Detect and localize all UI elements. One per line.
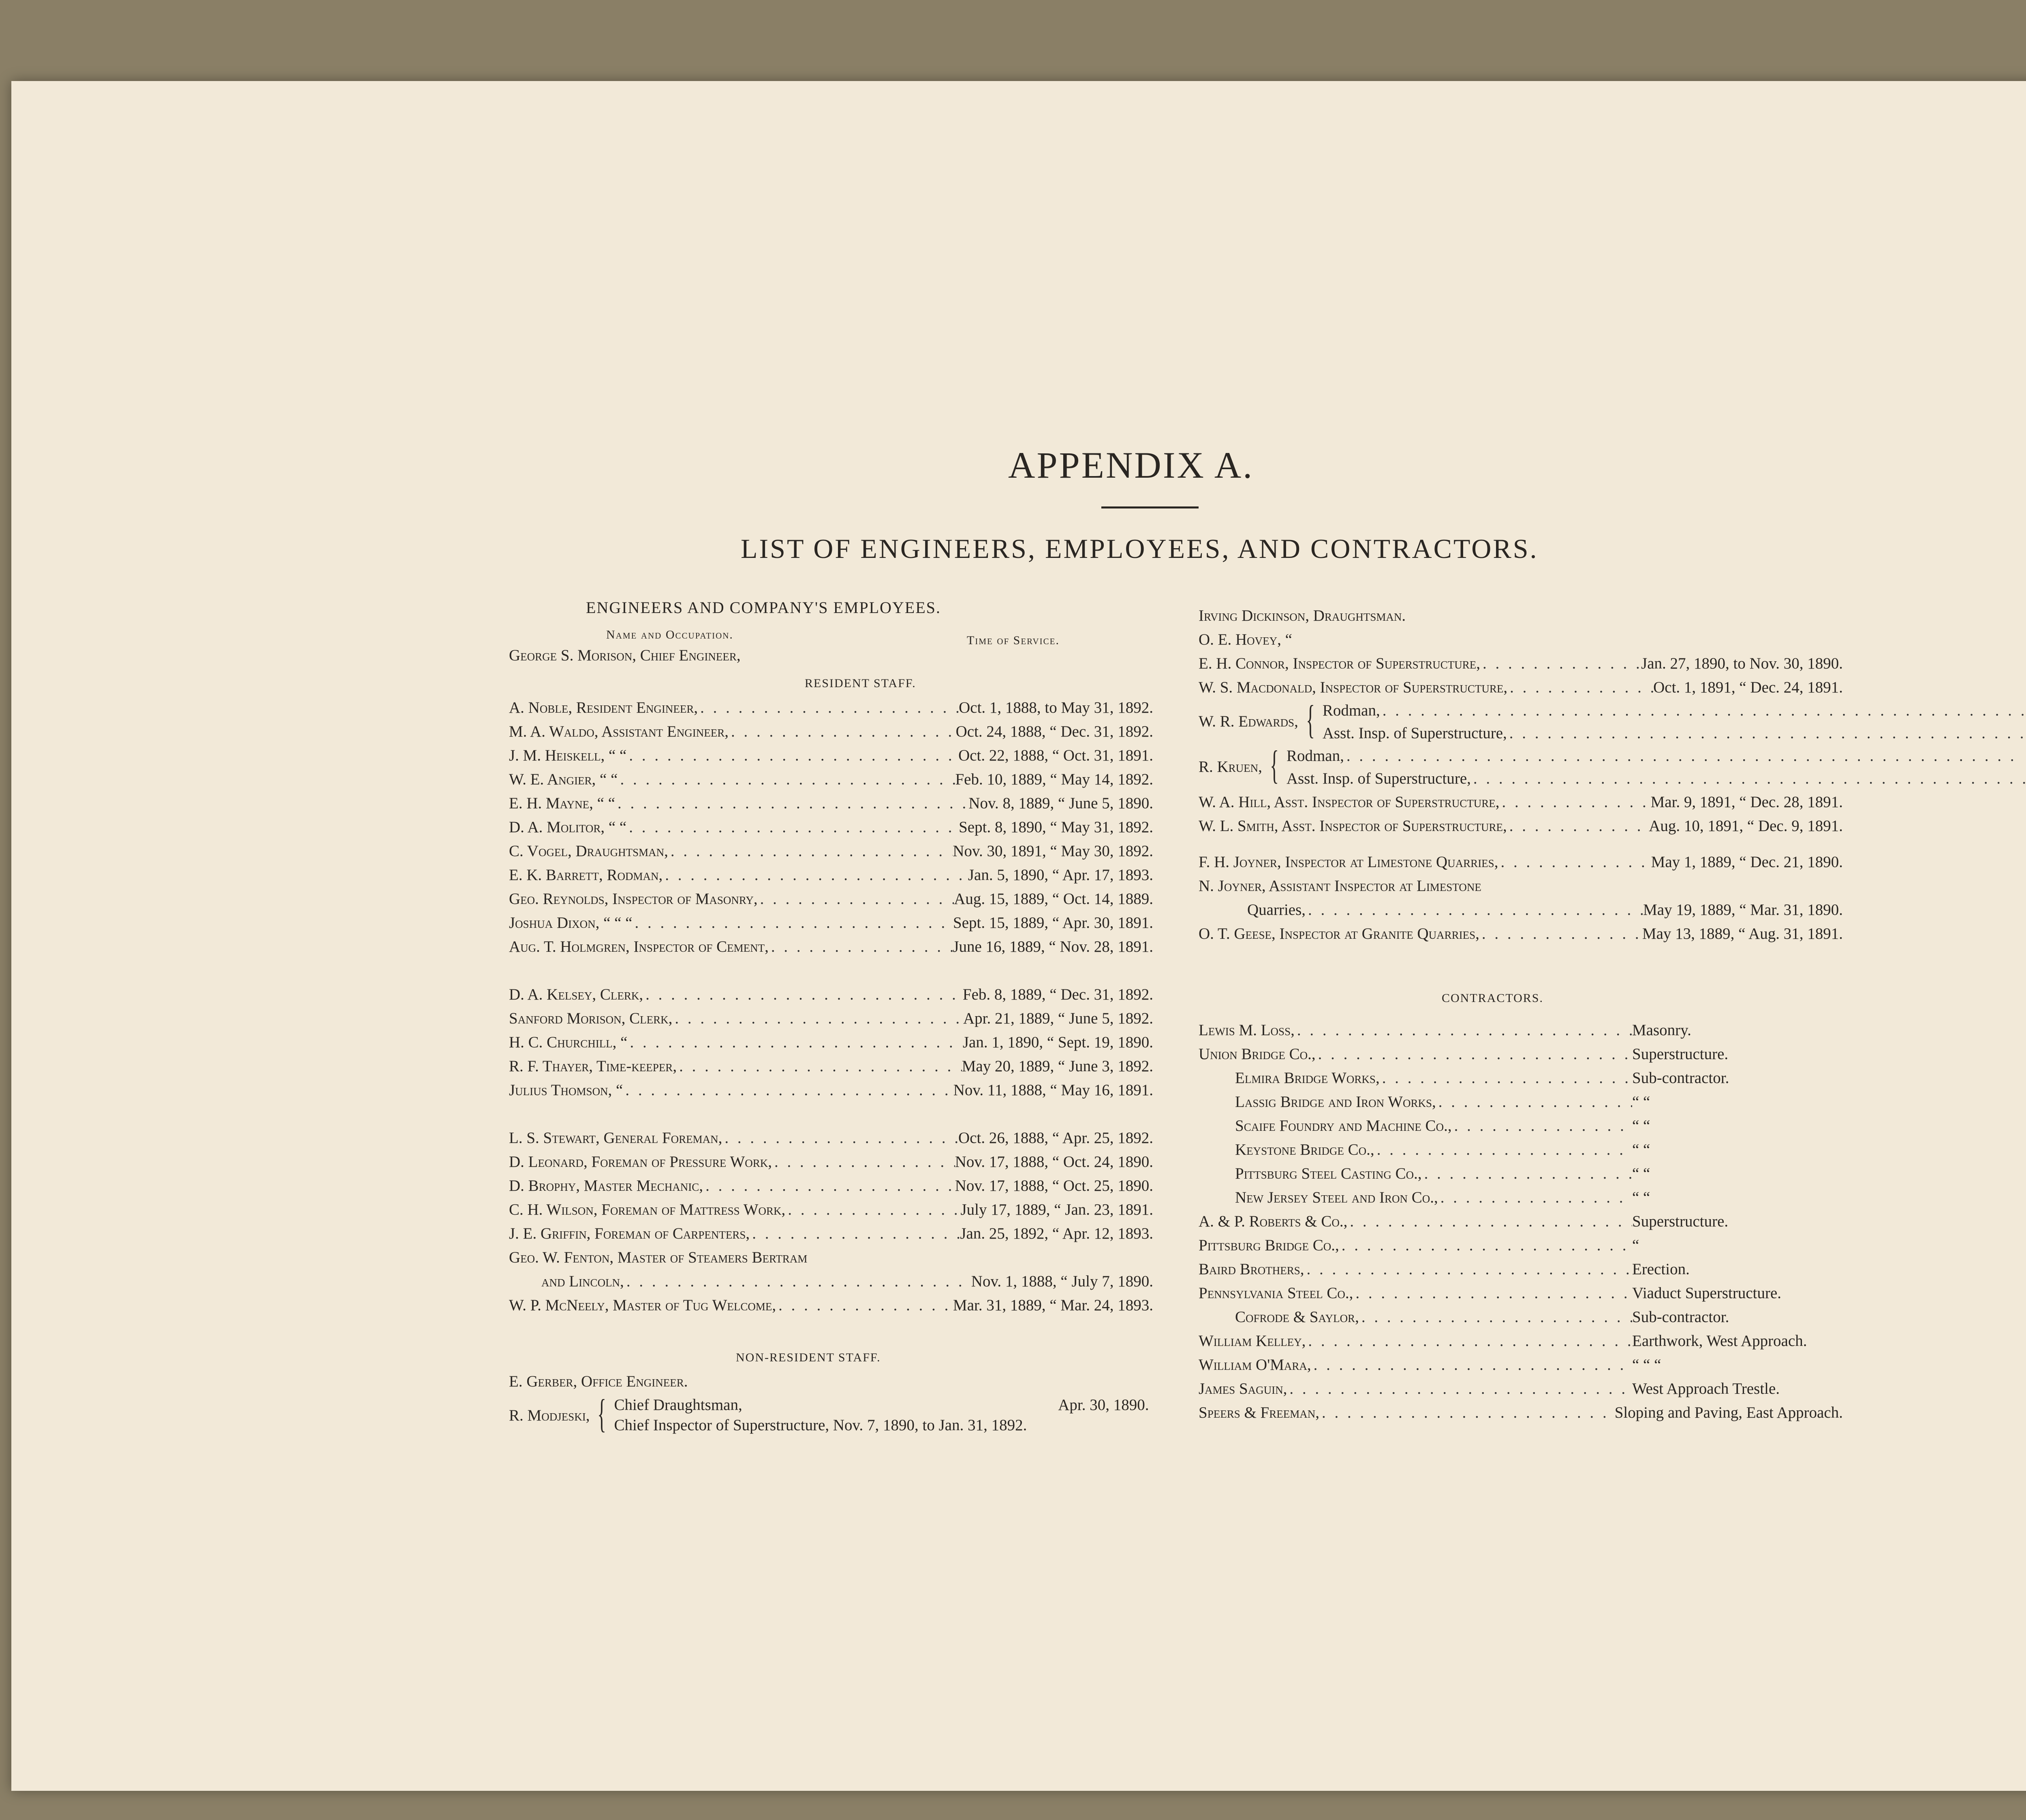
staff-value: July 17, 1889, “ Jan. 23, 1891. <box>960 1201 1153 1218</box>
contractor-name: Keystone Bridge Co., <box>1235 1141 1374 1158</box>
inspector-value: Aug. 10, 1891, “ Dec. 9, 1891. <box>1649 817 1843 835</box>
document-page <box>11 81 2026 1791</box>
staff-name: J. E. Griffin, Foreman of Carpenters, <box>509 1225 750 1242</box>
contractor-row <box>1199 1257 1843 1281</box>
staff-row <box>509 983 1153 1006</box>
contractor-value: “ “ <box>1632 1165 1650 1182</box>
staff-name: Julius Thomson, “ <box>509 1081 623 1099</box>
staff-name: Aug. T. Holmgren, Inspector of Cement, <box>509 938 769 955</box>
staff-name: Sanford Morison, Clerk, <box>509 1010 673 1027</box>
joyner-n-time: May 19, 1889, “ Mar. 31, 1890. <box>1643 901 1843 919</box>
staff-name: H. C. Churchill, “ <box>509 1034 628 1051</box>
contractor-name: Lewis M. Loss, <box>1199 1021 1295 1039</box>
staff-row <box>509 815 1153 839</box>
staff-row <box>509 839 1153 863</box>
contractor-row <box>1199 1018 1843 1042</box>
contractor-row <box>1199 1329 1843 1353</box>
staff-row <box>509 1030 1153 1054</box>
inspectors-group-2 <box>1199 790 1843 838</box>
contractor-name: Pittsburg Steel Casting Co., <box>1235 1165 1422 1182</box>
kruen-role-2: Asst. Insp. of Superstructure, <box>1286 770 1471 787</box>
staff-row <box>509 1198 1153 1222</box>
contractor-name: William O'Mara, <box>1199 1356 1311 1374</box>
modjeski-entry <box>509 1393 1153 1438</box>
contractor-value: Masonry. <box>1632 1021 1691 1039</box>
contractor-name: Union Bridge Co., <box>1199 1045 1316 1063</box>
contractor-row <box>1199 1353 1843 1377</box>
staff-name: R. F. Thayer, Time-keeper, <box>509 1057 677 1075</box>
contractor-name: Baird Brothers, <box>1199 1260 1304 1278</box>
fenton-row-2 <box>509 1269 1153 1293</box>
inspector-row <box>1199 814 1843 838</box>
resident-staff-group-1 <box>509 696 1153 959</box>
contractor-name: Cofrode & Saylor, <box>1235 1308 1359 1326</box>
contractor-value: Sloping and Paving, East Approach. <box>1614 1404 1843 1421</box>
staff-value: Nov. 17, 1888, “ Oct. 24, 1890. <box>955 1153 1153 1171</box>
staff-row <box>509 1174 1153 1198</box>
mcneely-row <box>509 1293 1153 1317</box>
contractor-value: “ “ <box>1632 1117 1650 1134</box>
contractor-value: Sub-contractor. <box>1632 1069 1729 1087</box>
contractors-list <box>1199 1018 1843 1425</box>
staff-name: D. Leonard, Foreman of Pressure Work, <box>509 1153 772 1171</box>
contractor-name: Lassig Bridge and Iron Works, <box>1235 1093 1436 1111</box>
fenton-name: Geo. W. Fenton, Master of Steamers Bertram <box>509 1249 808 1266</box>
contractor-value: Viaduct Superstructure. <box>1632 1284 1782 1302</box>
contractor-row <box>1199 1233 1843 1257</box>
kruen-entry: R. Kruen, { Rodman, . . . Asst. Insp. of Superstructure, . . . <box>1199 745 1843 790</box>
staff-row <box>509 767 1153 791</box>
staff-row <box>509 720 1153 743</box>
geese-name: O. T. Geese, Inspector at Granite Quarries, <box>1199 925 1479 942</box>
contractor-name: William Kelley, <box>1199 1332 1306 1350</box>
joyner-n-row-1 <box>1199 874 1843 898</box>
staff-name: C. Vogel, Draughtsman, <box>509 842 668 860</box>
section-heading-employees: ENGINEERS AND COMPANY'S EMPLOYEES. <box>586 598 941 617</box>
inspector-name: W. L. Smith, Asst. Inspector of Superstructure, <box>1199 817 1507 835</box>
gerber-entry: E. Gerber, Office Engineer. <box>509 1373 688 1390</box>
fenton-row-1 <box>509 1245 1153 1269</box>
staff-value: Sept. 8, 1890, “ May 31, 1892. <box>959 818 1153 836</box>
inspector-row <box>1199 675 1843 699</box>
contractor-row <box>1199 1138 1843 1162</box>
staff-value: Oct. 24, 1888, “ Dec. 31, 1892. <box>955 723 1153 740</box>
staff-name: D. A. Molitor, “ “ <box>509 818 627 836</box>
col-header-time: Time of Service. <box>967 634 1060 647</box>
staff-row <box>509 1150 1153 1174</box>
contractor-row <box>1199 1209 1843 1233</box>
modjeski-role-2: Chief Inspector of Superstructure, Nov. 7, 1890, to Jan. 31, 1892. <box>614 1416 1027 1434</box>
brace-glyph: { <box>597 1391 607 1436</box>
edwards-role-1: Rodman, <box>1322 702 1380 719</box>
staff-value: Feb. 10, 1889, “ May 14, 1892. <box>955 771 1153 788</box>
contractor-row <box>1199 1186 1843 1209</box>
nonresident-staff-heading: NON-RESIDENT STAFF. <box>736 1351 881 1364</box>
inspectors-group-1 <box>1199 652 1843 699</box>
staff-value: May 20, 1889, “ June 3, 1892. <box>962 1057 1153 1075</box>
geese-row <box>1199 922 1843 946</box>
contractor-value: Earthwork, West Approach. <box>1632 1332 1807 1350</box>
staff-name: Joshua Dixon, “ “ “ <box>509 914 633 931</box>
staff-name: D. Brophy, Master Mechanic, <box>509 1177 703 1194</box>
edwards-entry: W. R. Edwards, { Rodman, . . . Asst. Insp. of Superstructure, . . . <box>1199 699 1843 745</box>
contractors-heading: CONTRACTORS. <box>1442 991 1543 1005</box>
contractor-name: Elmira Bridge Works, <box>1235 1069 1380 1087</box>
chief-engineer: George S. Morison, Chief Engineer, <box>509 647 741 664</box>
staff-row <box>509 743 1153 767</box>
fenton-time: Nov. 1, 1888, “ July 7, 1890. <box>971 1273 1153 1290</box>
modjeski-time-1: Apr. 30, 1890. <box>1058 1396 1149 1414</box>
inspector-value: Oct. 1, 1891, “ Dec. 24, 1891. <box>1653 679 1843 696</box>
resident-staff-group-3 <box>509 1126 1153 1245</box>
staff-value: Nov. 11, 1888, “ May 16, 1891. <box>953 1081 1153 1099</box>
contractor-row <box>1199 1066 1843 1090</box>
title-rule <box>1101 506 1199 508</box>
joyner-n-name-cont: Quarries, <box>1247 901 1306 919</box>
contractor-name: Pennsylvania Steel Co., <box>1199 1284 1353 1302</box>
staff-value: Jan. 1, 1890, “ Sept. 19, 1890. <box>962 1034 1153 1051</box>
staff-value: June 16, 1889, “ Nov. 28, 1891. <box>953 938 1153 955</box>
staff-value: Jan. 25, 1892, “ Apr. 12, 1893. <box>960 1225 1153 1242</box>
modjeski-role-1: Chief Draughtsman, <box>614 1396 742 1414</box>
edwards-name: W. R. Edwards, <box>1199 713 1298 730</box>
staff-value: Feb. 8, 1889, “ Dec. 31, 1892. <box>962 986 1153 1003</box>
contractor-name: A. & P. Roberts & Co., <box>1199 1213 1348 1230</box>
staff-row <box>509 1126 1153 1150</box>
contractor-row <box>1199 1090 1843 1114</box>
contractor-row <box>1199 1114 1843 1138</box>
staff-row <box>509 1078 1153 1102</box>
staff-name: W. E. Angier, “ “ <box>509 771 618 788</box>
col-header-name: Name and Occupation. <box>606 628 733 641</box>
resident-staff-heading: RESIDENT STAFF. <box>805 677 916 690</box>
joyner-n-name: N. Joyner, Assistant Inspector at Limestone <box>1199 877 1481 895</box>
contractor-row <box>1199 1042 1843 1066</box>
contractor-row <box>1199 1162 1843 1186</box>
kruen-name: R. Kruen, <box>1199 758 1262 775</box>
staff-name: L. S. Stewart, General Foreman, <box>509 1129 722 1147</box>
hovey-entry: O. E. Hovey, “ <box>1199 631 1292 648</box>
inspector-name: E. H. Connor, Inspector of Superstructure, <box>1199 655 1481 672</box>
staff-value: Aug. 15, 1889, “ Oct. 14, 1889. <box>954 890 1153 908</box>
contractor-value: Superstructure. <box>1632 1213 1729 1230</box>
geese-time: May 13, 1889, “ Aug. 31, 1891. <box>1642 925 1843 942</box>
dickinson-entry: Irving Dickinson, Draughtsman. <box>1199 607 1406 624</box>
contractor-row <box>1199 1401 1843 1425</box>
joyner-fh-time: May 1, 1889, “ Dec. 21, 1890. <box>1651 853 1843 871</box>
contractor-name: Speers & Freeman, <box>1199 1404 1319 1421</box>
resident-staff-group-2 <box>509 983 1153 1102</box>
edwards-role-2: Asst. Insp. of Superstructure, <box>1322 724 1507 742</box>
inspector-value: Mar. 9, 1891, “ Dec. 28, 1891. <box>1650 793 1843 811</box>
staff-value: Oct. 26, 1888, “ Apr. 25, 1892. <box>958 1129 1153 1147</box>
inspector-name: W. S. Macdonald, Inspector of Superstructure, <box>1199 679 1508 696</box>
contractor-value: Superstructure. <box>1632 1045 1729 1063</box>
inspector-name: W. A. Hill, Asst. Inspector of Superstructure, <box>1199 793 1500 811</box>
contractor-row <box>1199 1281 1843 1305</box>
contractor-value: Sub-contractor. <box>1632 1308 1729 1326</box>
kruen-role-1: Rodman, <box>1286 747 1344 765</box>
contractor-value: “ “ “ <box>1632 1356 1661 1374</box>
staff-row <box>509 911 1153 935</box>
staff-row <box>509 1006 1153 1030</box>
staff-name: Geo. Reynolds, Inspector of Masonry, <box>509 890 758 908</box>
right-column <box>1199 604 1843 1425</box>
staff-row <box>509 696 1153 720</box>
staff-value: Nov. 17, 1888, “ Oct. 25, 1890. <box>955 1177 1153 1194</box>
staff-name: D. A. Kelsey, Clerk, <box>509 986 643 1003</box>
mcneely-name: W. P. McNeely, Master of Tug Welcome, <box>509 1297 776 1314</box>
staff-name: J. M. Heiskell, “ “ <box>509 747 627 764</box>
staff-name: E. K. Barrett, Rodman, <box>509 866 663 884</box>
modjeski-name: R. Modjeski, <box>509 1407 590 1424</box>
staff-name: E. H. Mayne, “ “ <box>509 795 615 812</box>
joyner-fh-name: F. H. Joyner, Inspector at Limestone Quarries, <box>1199 853 1498 871</box>
contractor-value: “ “ <box>1632 1141 1650 1158</box>
fenton-name-cont: and Lincoln, <box>541 1273 624 1290</box>
staff-row <box>509 791 1153 815</box>
contractor-row <box>1199 1305 1843 1329</box>
inspector-row <box>1199 790 1843 814</box>
page-subtitle: LIST OF ENGINEERS, EMPLOYEES, AND CONTRACTORS. <box>741 533 1539 564</box>
inspector-value: Jan. 27, 1890, to Nov. 30, 1890. <box>1641 655 1843 672</box>
staff-value: Nov. 8, 1889, “ June 5, 1890. <box>968 795 1153 812</box>
staff-value: Oct. 1, 1888, to May 31, 1892. <box>959 699 1153 716</box>
page-title: APPENDIX A. <box>1008 444 1254 486</box>
staff-row <box>509 887 1153 911</box>
contractor-name: James Saguin, <box>1199 1380 1287 1397</box>
contractor-value: “ <box>1632 1237 1639 1254</box>
staff-value: Apr. 21, 1889, “ June 5, 1892. <box>963 1010 1153 1027</box>
mcneely-time: Mar. 31, 1889, “ Mar. 24, 1893. <box>953 1297 1153 1314</box>
staff-row <box>509 935 1153 959</box>
contractor-value: West Approach Trestle. <box>1632 1380 1780 1397</box>
staff-row <box>509 863 1153 887</box>
contractor-name: New Jersey Steel and Iron Co., <box>1235 1189 1438 1206</box>
contractor-row <box>1199 1377 1843 1401</box>
contractor-value: Erection. <box>1632 1260 1690 1278</box>
contractor-name: Pittsburg Bridge Co., <box>1199 1237 1339 1254</box>
staff-name: A. Noble, Resident Engineer, <box>509 699 698 716</box>
inspector-row <box>1199 652 1843 675</box>
staff-value: Jan. 5, 1890, “ Apr. 17, 1893. <box>968 866 1153 884</box>
staff-value: Nov. 30, 1891, “ May 30, 1892. <box>953 842 1153 860</box>
staff-name: C. H. Wilson, Foreman of Mattress Work, <box>509 1201 786 1218</box>
staff-name: M. A. Waldo, Assistant Engineer, <box>509 723 729 740</box>
contractor-name: Scaife Foundry and Machine Co., <box>1235 1117 1452 1134</box>
staff-value: Oct. 22, 1888, “ Oct. 31, 1891. <box>958 747 1153 764</box>
staff-value: Sept. 15, 1889, “ Apr. 30, 1891. <box>953 914 1153 931</box>
contractor-value: “ “ <box>1632 1093 1650 1111</box>
staff-row <box>509 1054 1153 1078</box>
staff-row <box>509 1222 1153 1245</box>
joyner-fh-row <box>1199 850 1843 874</box>
joyner-n-row-2 <box>1199 898 1843 922</box>
left-column <box>509 596 1153 1438</box>
contractor-value: “ “ <box>1632 1189 1650 1206</box>
